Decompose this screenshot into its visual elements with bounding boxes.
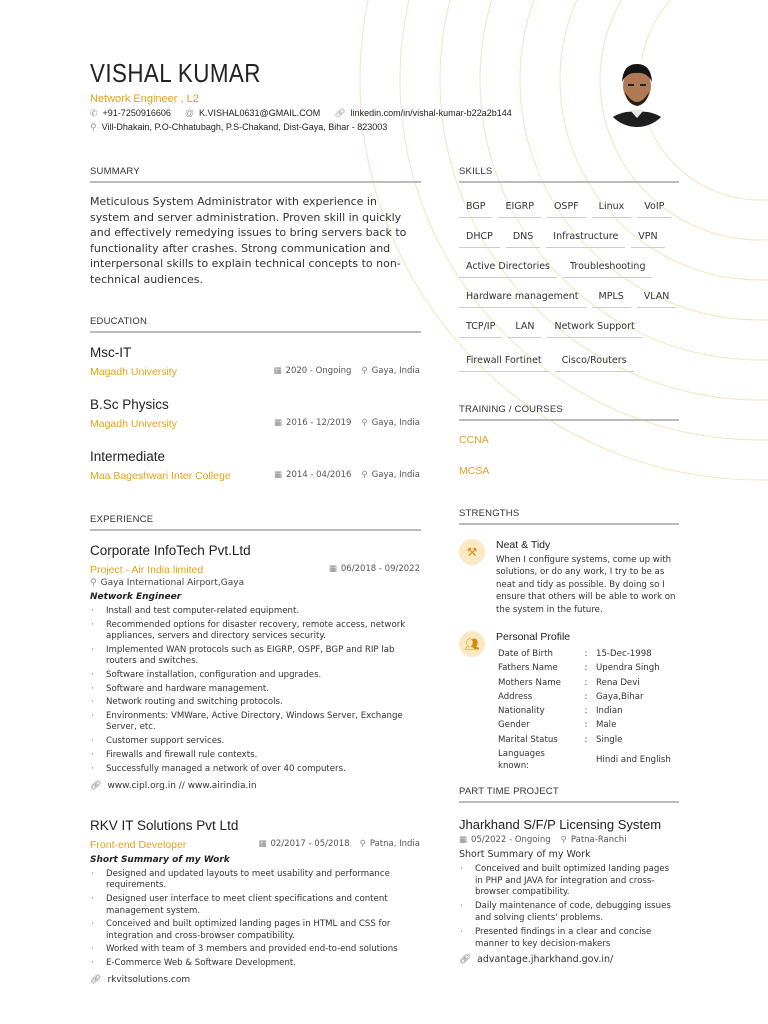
- table-row: Marital Status : Single: [498, 734, 671, 746]
- resume-header: [90, 58, 512, 133]
- education-item: [90, 449, 420, 482]
- calendar-icon: ▦: [273, 366, 282, 376]
- list-item: · Recommended options for disaster recovery, remote access, network appliances, servers and directory services security.: [90, 620, 420, 643]
- education-item: [90, 397, 420, 430]
- part-time-project: [459, 817, 679, 965]
- address-text: Vill-Dhakain, P.O-Chhatubagh, P.S-Chakand, Dist-Gaya, Bihar - 823003: [101, 122, 388, 132]
- profile-key: Date of Birth: [498, 649, 553, 659]
- profile-key: Gender: [498, 720, 530, 731]
- profile-photo: [603, 52, 671, 134]
- list-item: · Firewalls and firewall rule contexts.: [90, 750, 420, 761]
- profile-key: Fathers Name: [498, 663, 558, 674]
- school-name: Maa Bageshwari Inter College: [90, 470, 231, 482]
- profile-key: Languages known:: [498, 749, 545, 772]
- linkedin-text: linkedin.com/in/vishal-kumar-b22a2b144: [350, 108, 512, 118]
- location-pin-icon: ⚲: [359, 839, 366, 849]
- profile-value: Male: [596, 720, 617, 731]
- list-item: · Designed and updated layouts to meet usability and performance requirements.: [90, 869, 420, 892]
- table-row: Date of Birth : 15-Dec-1998: [498, 648, 671, 660]
- list-item: · E-Commerce Web & Software Development.: [90, 958, 420, 969]
- linkedin-item[interactable]: [334, 108, 512, 119]
- table-row: Mothers Name : Rena Devi: [498, 677, 671, 689]
- profile-key: Address: [498, 691, 533, 702]
- profile-key: Mothers Name: [498, 677, 561, 688]
- strength-text: When I configure systems, come up with solutions, or do any work, I try to be as neat and tidy as possible. By doing so I ensure that others will be able to work on the system in the future.: [496, 555, 676, 615]
- skill-chip: BGP: [459, 198, 492, 218]
- list-item: · Conceived and built optimized landing pages in HTML and CSS for integration and cross-browser compatibility.: [90, 919, 420, 942]
- experience-item: [90, 818, 420, 985]
- edu-location: Gaya, India: [371, 366, 420, 376]
- list-item: · Implemented WAN protocols such as EIGRP, OSPF, BGP and RIP lab routers and switches.: [90, 645, 420, 668]
- contact-line: [90, 108, 512, 119]
- edu-location: Gaya, India: [371, 418, 420, 428]
- link-icon: 🔗︎: [459, 954, 472, 966]
- skill-chip: MPLS: [592, 288, 631, 308]
- degree-title: B.Sc Physics: [90, 397, 169, 412]
- part-time-heading: PART TIME PROJECT: [459, 786, 679, 803]
- candidate-name: VISHAL KUMAR: [90, 58, 261, 88]
- skill-chip: Hardware management: [459, 288, 586, 308]
- skill-chip: TCP/IP: [459, 318, 502, 338]
- skill-chip: Active Directories: [459, 258, 557, 278]
- job-project: Front-end Developer: [90, 839, 187, 851]
- course-item: CCNA: [459, 434, 489, 446]
- skills-heading: SKILLS: [459, 166, 679, 183]
- school-name: Magadh University: [90, 366, 177, 378]
- at-icon: @: [184, 108, 195, 118]
- list-item: · Conceived and built optimized landing pages in PHP and JAVA for integration and cross-browser compatibility.: [459, 864, 679, 899]
- profile-value: 15-Dec-1998: [596, 649, 652, 659]
- skill-chip: Linux: [592, 198, 632, 218]
- email-item[interactable]: [185, 108, 320, 119]
- candidate-role: Network Engineer , L2: [90, 93, 199, 105]
- edu-dates: 2016 - 12/2019: [286, 418, 352, 428]
- skill-chip: OSPF: [547, 198, 586, 218]
- job-position: Network Engineer: [90, 592, 182, 602]
- email-text: K.VISHAL0631@GMAIL.COM: [199, 108, 321, 118]
- location-pin-icon: ⚲: [361, 418, 368, 428]
- calendar-icon: ▦: [274, 470, 283, 480]
- project-title: Jharkhand S/F/P Licensing System: [459, 817, 662, 832]
- job-bullets: [90, 869, 420, 969]
- skill-chip: Cisco/Routers: [555, 352, 634, 372]
- calendar-icon: ▦: [459, 835, 468, 845]
- table-row: Address : Gaya,Bihar: [498, 691, 671, 703]
- phone-text: +91-7250916606: [102, 108, 171, 118]
- profile-value: Hindi and English: [596, 755, 671, 766]
- job-position: Short Summary of my Work: [90, 855, 230, 865]
- skill-chip: DNS: [506, 228, 540, 248]
- link-icon: 🔗︎: [334, 108, 346, 118]
- table-row: [498, 748, 671, 773]
- profile-key: Nationality: [498, 706, 545, 717]
- personal-profile: [459, 631, 679, 775]
- profile-table: [496, 646, 673, 775]
- list-item: · Software installation, configuration and upgrades.: [90, 670, 420, 681]
- strength-title: Neat & Tidy: [496, 539, 551, 551]
- education-item: [90, 345, 420, 378]
- location-pin-icon: ⚲: [361, 366, 368, 376]
- table-row: Fathers Name : Upendra Singh: [498, 662, 671, 674]
- profile-value: Single: [596, 734, 623, 745]
- skill-chip: Infrastructure: [546, 228, 625, 248]
- project-link[interactable]: [459, 954, 679, 965]
- company-name: Corporate InfoTech Pvt.Ltd: [90, 543, 251, 558]
- project-link-text: advantage.jharkhand.gov.in/: [477, 954, 614, 966]
- address-line: [90, 122, 512, 133]
- skill-chip: DHCP: [459, 228, 500, 248]
- skill-chip: VoIP: [637, 198, 671, 218]
- list-item: · Environments: VMWare, Active Directory, Windows Server, Exchange Server, etc.: [90, 711, 420, 734]
- edu-dates: 2020 - Ongoing: [285, 366, 352, 376]
- job-dates: 02/2017 - 05/2018: [270, 839, 350, 849]
- list-item: · Presented findings in a clear and concise manner to key decision-makers: [459, 927, 679, 950]
- tools-icon: ⚒: [459, 539, 485, 565]
- phone-icon: ✆: [90, 108, 98, 118]
- calendar-icon: ▦: [328, 564, 337, 574]
- degree-title: Intermediate: [90, 449, 166, 464]
- skills-list: [459, 198, 679, 382]
- calendar-icon: ▦: [274, 418, 283, 428]
- strengths-heading: STRENGTHS: [459, 508, 679, 525]
- list-item: · Designed user interface to meet client specifications and content management system.: [90, 894, 420, 917]
- skill-chip: VPN: [631, 228, 664, 248]
- company-link[interactable]: [90, 975, 420, 985]
- location-pin-icon: ⚲: [361, 470, 368, 480]
- edu-dates: 2014 - 04/2016: [286, 470, 352, 480]
- project-bullets: [459, 864, 679, 950]
- skill-chip: LAN: [508, 318, 541, 338]
- company-link[interactable]: [90, 781, 420, 791]
- location-pin-icon: ⚲: [90, 122, 97, 132]
- profile-title: Personal Profile: [496, 631, 571, 643]
- calendar-icon: ▦: [258, 839, 267, 849]
- company-name: RKV IT Solutions Pvt Ltd: [90, 818, 239, 833]
- job-location: Patna, India: [369, 839, 420, 849]
- edu-location: Gaya, India: [371, 470, 420, 480]
- project-dates: 05/2022 - Ongoing: [471, 835, 551, 845]
- company-link-text: www.cipl.org.in // www.airindia.in: [107, 780, 257, 791]
- list-item: · Successfully managed a network of over 40 computers.: [90, 764, 420, 775]
- profile-value: Upendra Singh: [596, 663, 660, 674]
- skill-chip: Network Support: [547, 318, 641, 338]
- job-bullets: [90, 606, 420, 775]
- location-pin-icon: ⚲: [560, 835, 567, 845]
- list-item: · Network routing and switching protocols.: [90, 697, 420, 708]
- strength-item: [459, 539, 679, 616]
- link-icon: 🔗︎: [90, 975, 102, 986]
- skill-chip: VLAN: [637, 288, 677, 308]
- course-item: MCSA: [459, 465, 490, 477]
- education-heading: EDUCATION: [90, 316, 421, 333]
- summary-text: Meticulous System Administrator with experience in system and server administration. Proven skill in quickly and effectively remedying issues to bring servers back to functionality after crashes. Strong communication and interpersonal skills to explain technical concepts to non-technical audiences.: [90, 195, 407, 286]
- link-icon: 🔗︎: [90, 780, 102, 791]
- experience-heading: EXPERIENCE: [90, 514, 421, 531]
- location-pin-icon: ⚲: [90, 578, 97, 588]
- experience-item: [90, 543, 420, 791]
- school-name: Magadh University: [90, 418, 177, 430]
- company-link-text: rkvitsolutions.com: [107, 975, 191, 986]
- skill-chip: EIGRP: [498, 198, 541, 218]
- profile-value: Indian: [596, 706, 623, 717]
- skill-chip: Firewall Fortinet: [459, 352, 549, 372]
- profile-key: Marital Status: [498, 734, 558, 745]
- list-item: · Software and hardware management.: [90, 684, 420, 695]
- job-project: Project - Air India limited: [90, 564, 204, 576]
- degree-title: Msc-IT: [90, 345, 132, 360]
- profile-value: Gaya,Bihar: [596, 691, 644, 702]
- project-location: Patna-Ranchi: [570, 835, 627, 845]
- summary-heading: SUMMARY: [90, 166, 421, 183]
- list-item: · Worked with team of 3 members and provided end-to-end solutions: [90, 944, 420, 955]
- skill-chip: Troubleshooting: [563, 258, 652, 278]
- project-subtitle: Short Summary of my Work: [459, 849, 591, 860]
- list-item: · Install and test computer-related equipment.: [90, 606, 420, 617]
- phone-item: [90, 108, 171, 119]
- training-heading: TRAINING / COURSES: [459, 404, 679, 421]
- profile-value: Rena Devi: [596, 677, 640, 688]
- table-row: Nationality : Indian: [498, 705, 671, 717]
- group-icon: 👥︎: [459, 631, 485, 657]
- job-location: Gaya International Airport,Gaya: [100, 578, 245, 588]
- list-item: · Daily maintenance of code, debugging issues and solving clients' problems.: [459, 901, 679, 924]
- table-row: Gender : Male: [498, 719, 671, 731]
- list-item: · Customer support services.: [90, 736, 420, 747]
- job-dates: 06/2018 - 09/2022: [340, 564, 420, 574]
